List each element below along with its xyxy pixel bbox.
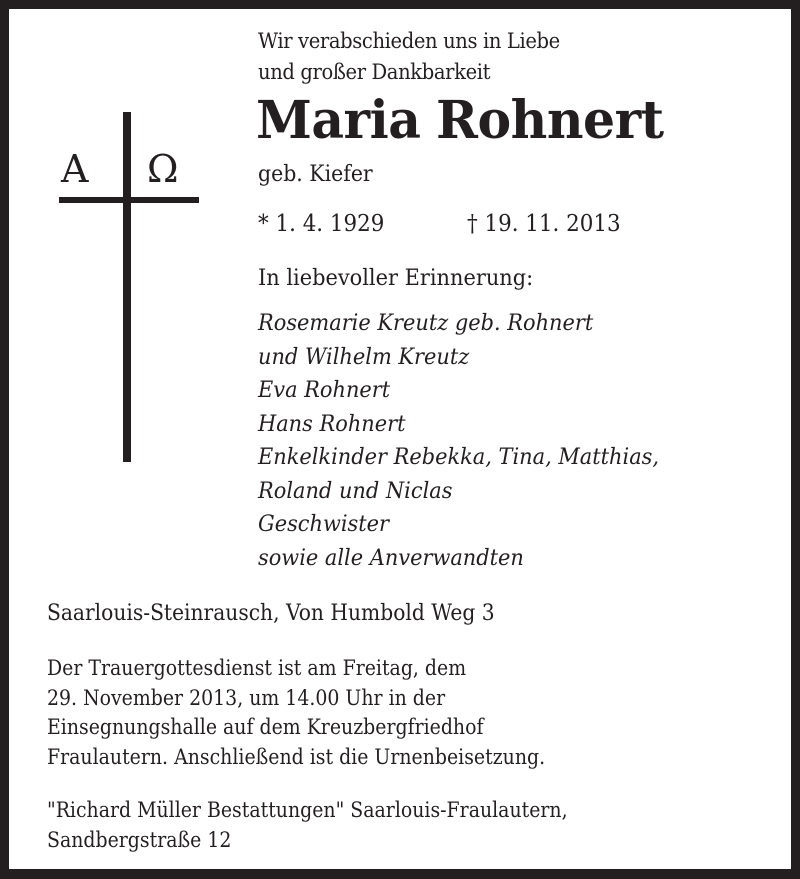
intro-line-2: und großer Dankbarkeit [258, 60, 491, 84]
relative-line: Rosemarie Kreutz geb. Rohnert [258, 311, 594, 336]
undertaker-line: Sandbergstraße 12 [47, 828, 232, 852]
service-line: 29. November 2013, um 14.00 Uhr in der [47, 685, 446, 710]
undertaker-info [47, 795, 568, 855]
service-line: Der Trauergottesdienst ist am Freitag, dem [47, 656, 467, 680]
cross-horizontal-bar [59, 197, 199, 203]
service-line: Fraulautern. Anschließend ist die Urnenbeisetzung. [47, 744, 546, 769]
alpha-symbol: A [61, 147, 89, 191]
intro-text [258, 26, 560, 88]
relative-line: Hans Rohnert [258, 411, 406, 437]
memory-heading: In liebevoller Erinnerung: [258, 266, 534, 291]
intro-line-1: Wir verabschieden uns in Liebe [258, 29, 560, 53]
birth-date: * 1. 4. 1929 [258, 211, 385, 237]
relative-line: Geschwister [258, 512, 390, 537]
relative-line: Roland und Niclas [258, 478, 453, 504]
relative-line: Enkelkinder Rebekka, Tina, Matthias, [258, 445, 660, 470]
relatives-list [258, 307, 659, 575]
service-info [47, 654, 545, 772]
last-name: Rohnert [436, 90, 664, 151]
relative-line: sowie alle Anverwandten [258, 545, 524, 571]
relative-line: und Wilhelm Kreutz [258, 344, 470, 370]
family-address: Saarlouis-Steinrausch, Von Humbold Weg 3 [47, 601, 495, 626]
obituary-notice [9, 9, 791, 869]
death-date: † 19. 11. 2013 [467, 211, 621, 237]
omega-symbol: Ω [147, 147, 179, 191]
service-line: Einsegnungshalle auf dem Kreuzbergfriedhof [47, 715, 484, 739]
cross-vertical-bar [123, 112, 131, 462]
maiden-name: geb. Kiefer [258, 162, 373, 187]
deceased-name [256, 91, 664, 151]
relative-line: Eva Rohnert [258, 378, 391, 403]
undertaker-line: "Richard Müller Bestattungen" Saarlouis-Fraulautern, [47, 798, 568, 822]
first-name: Maria [256, 90, 421, 151]
